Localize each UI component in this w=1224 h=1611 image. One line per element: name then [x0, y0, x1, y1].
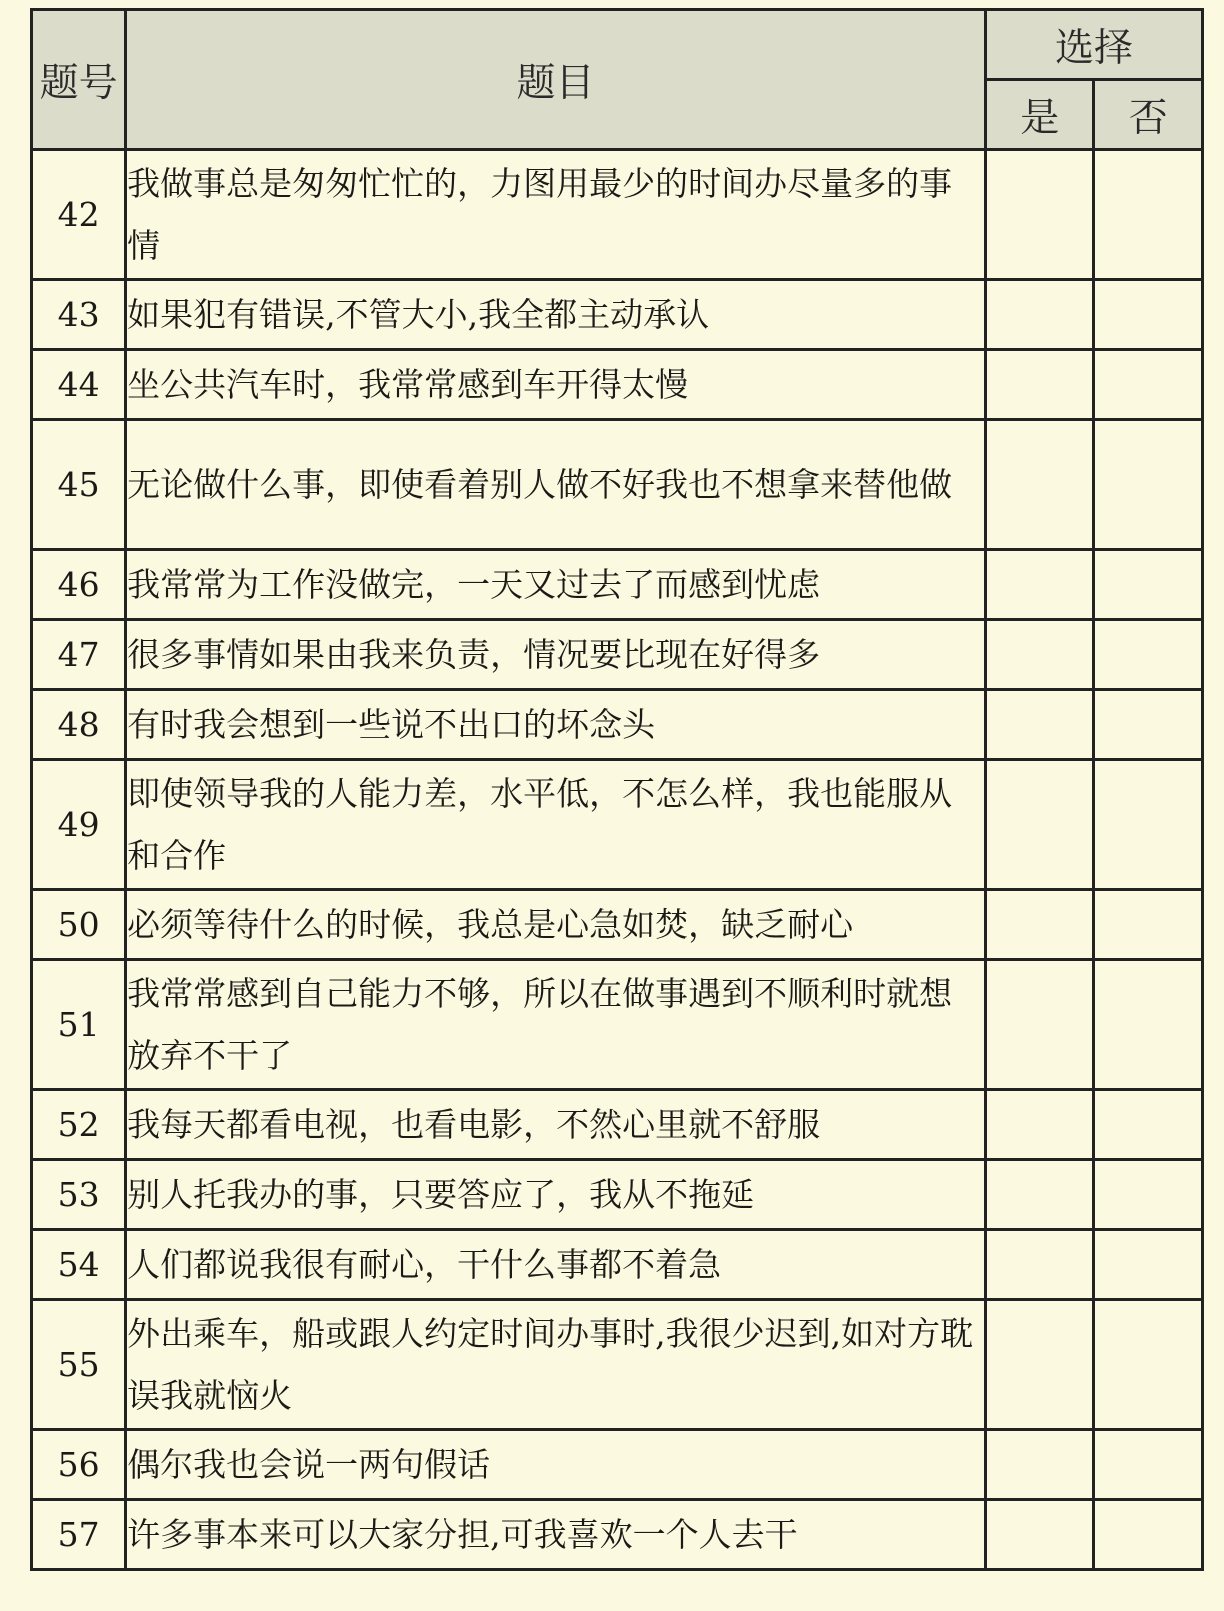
table-row: [32, 1430, 1203, 1500]
table-row: [32, 1230, 1203, 1300]
question-number: 49: [32, 760, 126, 890]
yes-answer-cell[interactable]: [985, 690, 1094, 760]
yes-answer-cell[interactable]: [985, 960, 1094, 1090]
no-answer-cell[interactable]: [1094, 690, 1203, 760]
no-answer-cell[interactable]: [1094, 280, 1203, 350]
yes-answer-cell[interactable]: [985, 1160, 1094, 1230]
table-row: [32, 760, 1203, 890]
question-text: 无论做什么事，即使看着别人做不好我也不想拿来替他做: [126, 420, 986, 550]
table-row: [32, 550, 1203, 620]
question-text: 人们都说我很有耐心，干什么事都不着急: [126, 1230, 986, 1300]
no-answer-cell[interactable]: [1094, 1300, 1203, 1430]
table-row: [32, 690, 1203, 760]
question-text: 有时我会想到一些说不出口的坏念头: [126, 690, 986, 760]
question-number: 55: [32, 1300, 126, 1430]
no-answer-cell[interactable]: [1094, 1500, 1203, 1570]
question-number: 45: [32, 420, 126, 550]
question-text: 我常常感到自己能力不够，所以在做事遇到不顺利时就想放弃不干了: [126, 960, 986, 1090]
yes-answer-cell[interactable]: [985, 150, 1094, 280]
no-answer-cell[interactable]: [1094, 420, 1203, 550]
table-row: [32, 350, 1203, 420]
question-text: 坐公共汽车时，我常常感到车开得太慢: [126, 350, 986, 420]
question-text: 偶尔我也会说一两句假话: [126, 1430, 986, 1500]
table-row: [32, 960, 1203, 1090]
yes-answer-cell[interactable]: [985, 1500, 1094, 1570]
question-text: 别人托我办的事，只要答应了，我从不拖延: [126, 1160, 986, 1230]
table-row: [32, 150, 1203, 280]
column-header-number: 题号: [32, 10, 126, 150]
yes-answer-cell[interactable]: [985, 280, 1094, 350]
no-answer-cell[interactable]: [1094, 620, 1203, 690]
yes-answer-cell[interactable]: [985, 1300, 1094, 1430]
questionnaire-table: [30, 8, 1204, 1571]
column-header-question: 题目: [126, 10, 986, 150]
column-header-yes: 是: [985, 80, 1094, 150]
no-answer-cell[interactable]: [1094, 350, 1203, 420]
no-answer-cell[interactable]: [1094, 760, 1203, 890]
yes-answer-cell[interactable]: [985, 1090, 1094, 1160]
table-row: [32, 620, 1203, 690]
question-text: 即使领导我的人能力差，水平低，不怎么样，我也能服从和合作: [126, 760, 986, 890]
question-text: 我做事总是匆匆忙忙的，力图用最少的时间办尽量多的事情: [126, 150, 986, 280]
no-answer-cell[interactable]: [1094, 890, 1203, 960]
yes-answer-cell[interactable]: [985, 350, 1094, 420]
table-row: [32, 280, 1203, 350]
question-text: 如果犯有错误,不管大小,我全都主动承认: [126, 280, 986, 350]
question-number: 51: [32, 960, 126, 1090]
column-header-choice: 选择: [985, 10, 1202, 80]
question-number: 50: [32, 890, 126, 960]
no-answer-cell[interactable]: [1094, 960, 1203, 1090]
yes-answer-cell[interactable]: [985, 420, 1094, 550]
question-number: 57: [32, 1500, 126, 1570]
question-number: 43: [32, 280, 126, 350]
no-answer-cell[interactable]: [1094, 1230, 1203, 1300]
question-number: 53: [32, 1160, 126, 1230]
yes-answer-cell[interactable]: [985, 620, 1094, 690]
yes-answer-cell[interactable]: [985, 760, 1094, 890]
no-answer-cell[interactable]: [1094, 150, 1203, 280]
table-row: [32, 1500, 1203, 1570]
question-text: 我常常为工作没做完，一天又过去了而感到忧虑: [126, 550, 986, 620]
question-number: 47: [32, 620, 126, 690]
question-text: 很多事情如果由我来负责，情况要比现在好得多: [126, 620, 986, 690]
question-number: 54: [32, 1230, 126, 1300]
no-answer-cell[interactable]: [1094, 1160, 1203, 1230]
table-row: [32, 1300, 1203, 1430]
column-header-no: 否: [1094, 80, 1203, 150]
table-row: [32, 1160, 1203, 1230]
question-number: 52: [32, 1090, 126, 1160]
question-text: 必须等待什么的时候，我总是心急如焚，缺乏耐心: [126, 890, 986, 960]
table-row: [32, 1090, 1203, 1160]
table-row: [32, 420, 1203, 550]
no-answer-cell[interactable]: [1094, 1090, 1203, 1160]
yes-answer-cell[interactable]: [985, 1230, 1094, 1300]
question-text: 外出乘车，船或跟人约定时间办事时,我很少迟到,如对方耽误我就恼火: [126, 1300, 986, 1430]
question-text: 许多事本来可以大家分担,可我喜欢一个人去干: [126, 1500, 986, 1570]
question-number: 48: [32, 690, 126, 760]
question-text: 我每天都看电视，也看电影，不然心里就不舒服: [126, 1090, 986, 1160]
no-answer-cell[interactable]: [1094, 1430, 1203, 1500]
table-row: [32, 890, 1203, 960]
question-number: 46: [32, 550, 126, 620]
question-number: 56: [32, 1430, 126, 1500]
question-number: 42: [32, 150, 126, 280]
yes-answer-cell[interactable]: [985, 890, 1094, 960]
no-answer-cell[interactable]: [1094, 550, 1203, 620]
yes-answer-cell[interactable]: [985, 1430, 1094, 1500]
yes-answer-cell[interactable]: [985, 550, 1094, 620]
question-number: 44: [32, 350, 126, 420]
